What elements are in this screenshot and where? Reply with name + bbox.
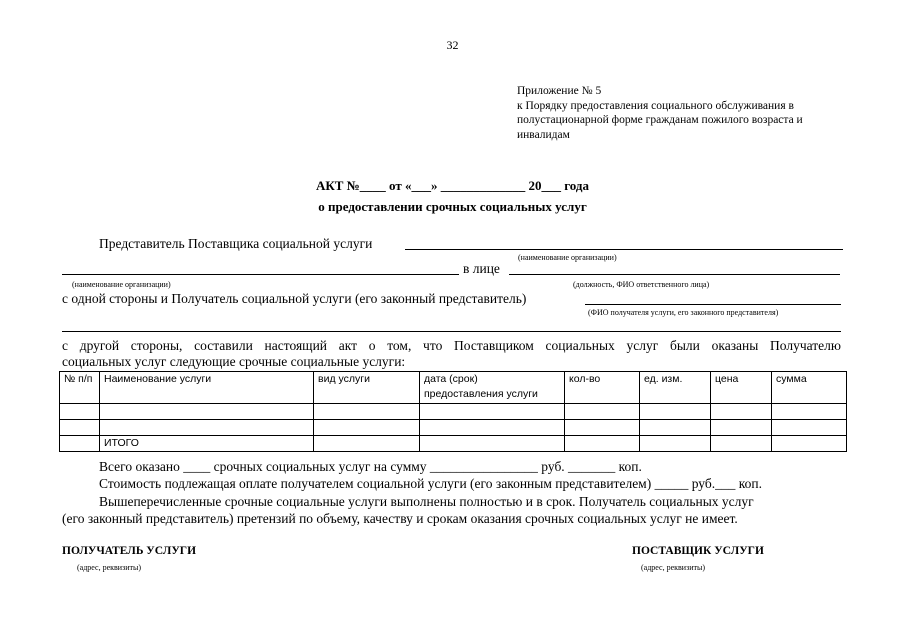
recipient-signature-label: ПОЛУЧАТЕЛЬ УСЛУГИ: [62, 545, 197, 557]
header-price: цена: [711, 372, 772, 404]
table-cell[interactable]: [314, 404, 420, 420]
table-cell[interactable]: [60, 436, 100, 452]
recipient-name-field-2[interactable]: [62, 331, 841, 332]
table-cell[interactable]: [711, 420, 772, 436]
table-header-row: [60, 372, 847, 404]
total-provided-text: Всего оказано ____ срочных социальных услуг на сумму ________________ руб. _______ коп.: [99, 459, 642, 474]
header-number: № п/п: [60, 372, 100, 404]
table-row: [60, 404, 847, 420]
provider-address-hint: (адрес, реквизиты): [641, 563, 706, 572]
appendix-line-1: Приложение № 5: [517, 85, 602, 97]
table-cell[interactable]: [640, 404, 711, 420]
provider-signature-label: ПОСТАВЩИК УСЛУГИ: [632, 545, 764, 557]
header-quantity: кол-во: [565, 372, 640, 404]
appendix-note: [517, 84, 857, 142]
act-title: АКТ №____ от «___» _____________ 20___ года: [315, 178, 590, 193]
org-name-hint-2: (наименование организации): [72, 280, 171, 289]
fulfilled-text-2: (его законный представитель) претензий по объему, качеству и срокам оказания срочных социальных услуг не имеет.: [62, 511, 738, 526]
appendix-line-4: инвалидам: [517, 128, 570, 141]
table-cell[interactable]: [420, 404, 565, 420]
table-cell[interactable]: [100, 404, 314, 420]
header-service-name: Наименование услуги: [100, 372, 314, 404]
table-cell[interactable]: [565, 404, 640, 420]
other-side-line-2: социальных услуг следующие срочные социальные услуги:: [62, 354, 406, 369]
page-number: 32: [446, 38, 459, 52]
header-service-type: вид услуги: [314, 372, 420, 404]
total-label: ИТОГО: [100, 436, 314, 452]
table-cell[interactable]: [711, 436, 772, 452]
table-cell[interactable]: [60, 404, 100, 420]
payment-text: Стоимость подлежащая оплате получателем социальной услуги (его законным представителем) _____ руб.___ коп.: [99, 476, 762, 491]
one-side-text: с одной стороны и Получатель социальной услуги (его законный представитель): [62, 291, 527, 306]
fulfilled-text-1: Вышеперечисленные срочные социальные услуги выполнены полностью и в срок. Получатель социальных услуг: [99, 494, 754, 509]
header-sum: сумма: [772, 372, 847, 404]
org-name-hint: (наименование организации): [518, 253, 617, 262]
org-name-field[interactable]: [405, 249, 843, 250]
services-table: [59, 371, 847, 452]
table-cell[interactable]: [100, 420, 314, 436]
table-cell[interactable]: [772, 436, 847, 452]
table-cell[interactable]: [711, 404, 772, 420]
header-unit: ед. изм.: [640, 372, 711, 404]
table-cell[interactable]: [772, 404, 847, 420]
table-cell[interactable]: [314, 436, 420, 452]
table-cell[interactable]: [565, 420, 640, 436]
other-side-line-1: с другой стороны, составили настоящий акт о том, что Поставщиком социальных услуг были оказаны Получателю: [62, 338, 841, 353]
position-hint: (должность, ФИО ответственного лица): [573, 280, 710, 289]
table-cell[interactable]: [565, 436, 640, 452]
appendix-line-2: к Порядку предоставления социального обслуживания в: [517, 99, 794, 112]
table-cell[interactable]: [420, 436, 565, 452]
recipient-name-field[interactable]: [585, 304, 841, 305]
in-person-label: в лице: [463, 261, 500, 276]
appendix-line-3: полустационарной форме гражданам пожилого возраста и: [517, 114, 803, 126]
table-total-row: [60, 436, 847, 452]
header-date: дата (срок) предоставления услуги: [420, 372, 565, 404]
table-cell[interactable]: [772, 420, 847, 436]
recipient-address-hint: (адрес, реквизиты): [77, 563, 142, 572]
representative-label: Представитель Поставщика социальной услуги: [99, 236, 373, 251]
act-subtitle: о предоставлении срочных социальных услуг: [318, 199, 587, 214]
table-cell[interactable]: [640, 420, 711, 436]
recipient-hint: (ФИО получателя услуги, его законного представителя): [588, 308, 779, 317]
table-cell[interactable]: [640, 436, 711, 452]
responsible-person-field[interactable]: [509, 274, 840, 275]
org-name-field-2[interactable]: [62, 274, 459, 275]
table-row: [60, 420, 847, 436]
table-cell[interactable]: [314, 420, 420, 436]
table-cell[interactable]: [420, 420, 565, 436]
table-cell[interactable]: [60, 420, 100, 436]
